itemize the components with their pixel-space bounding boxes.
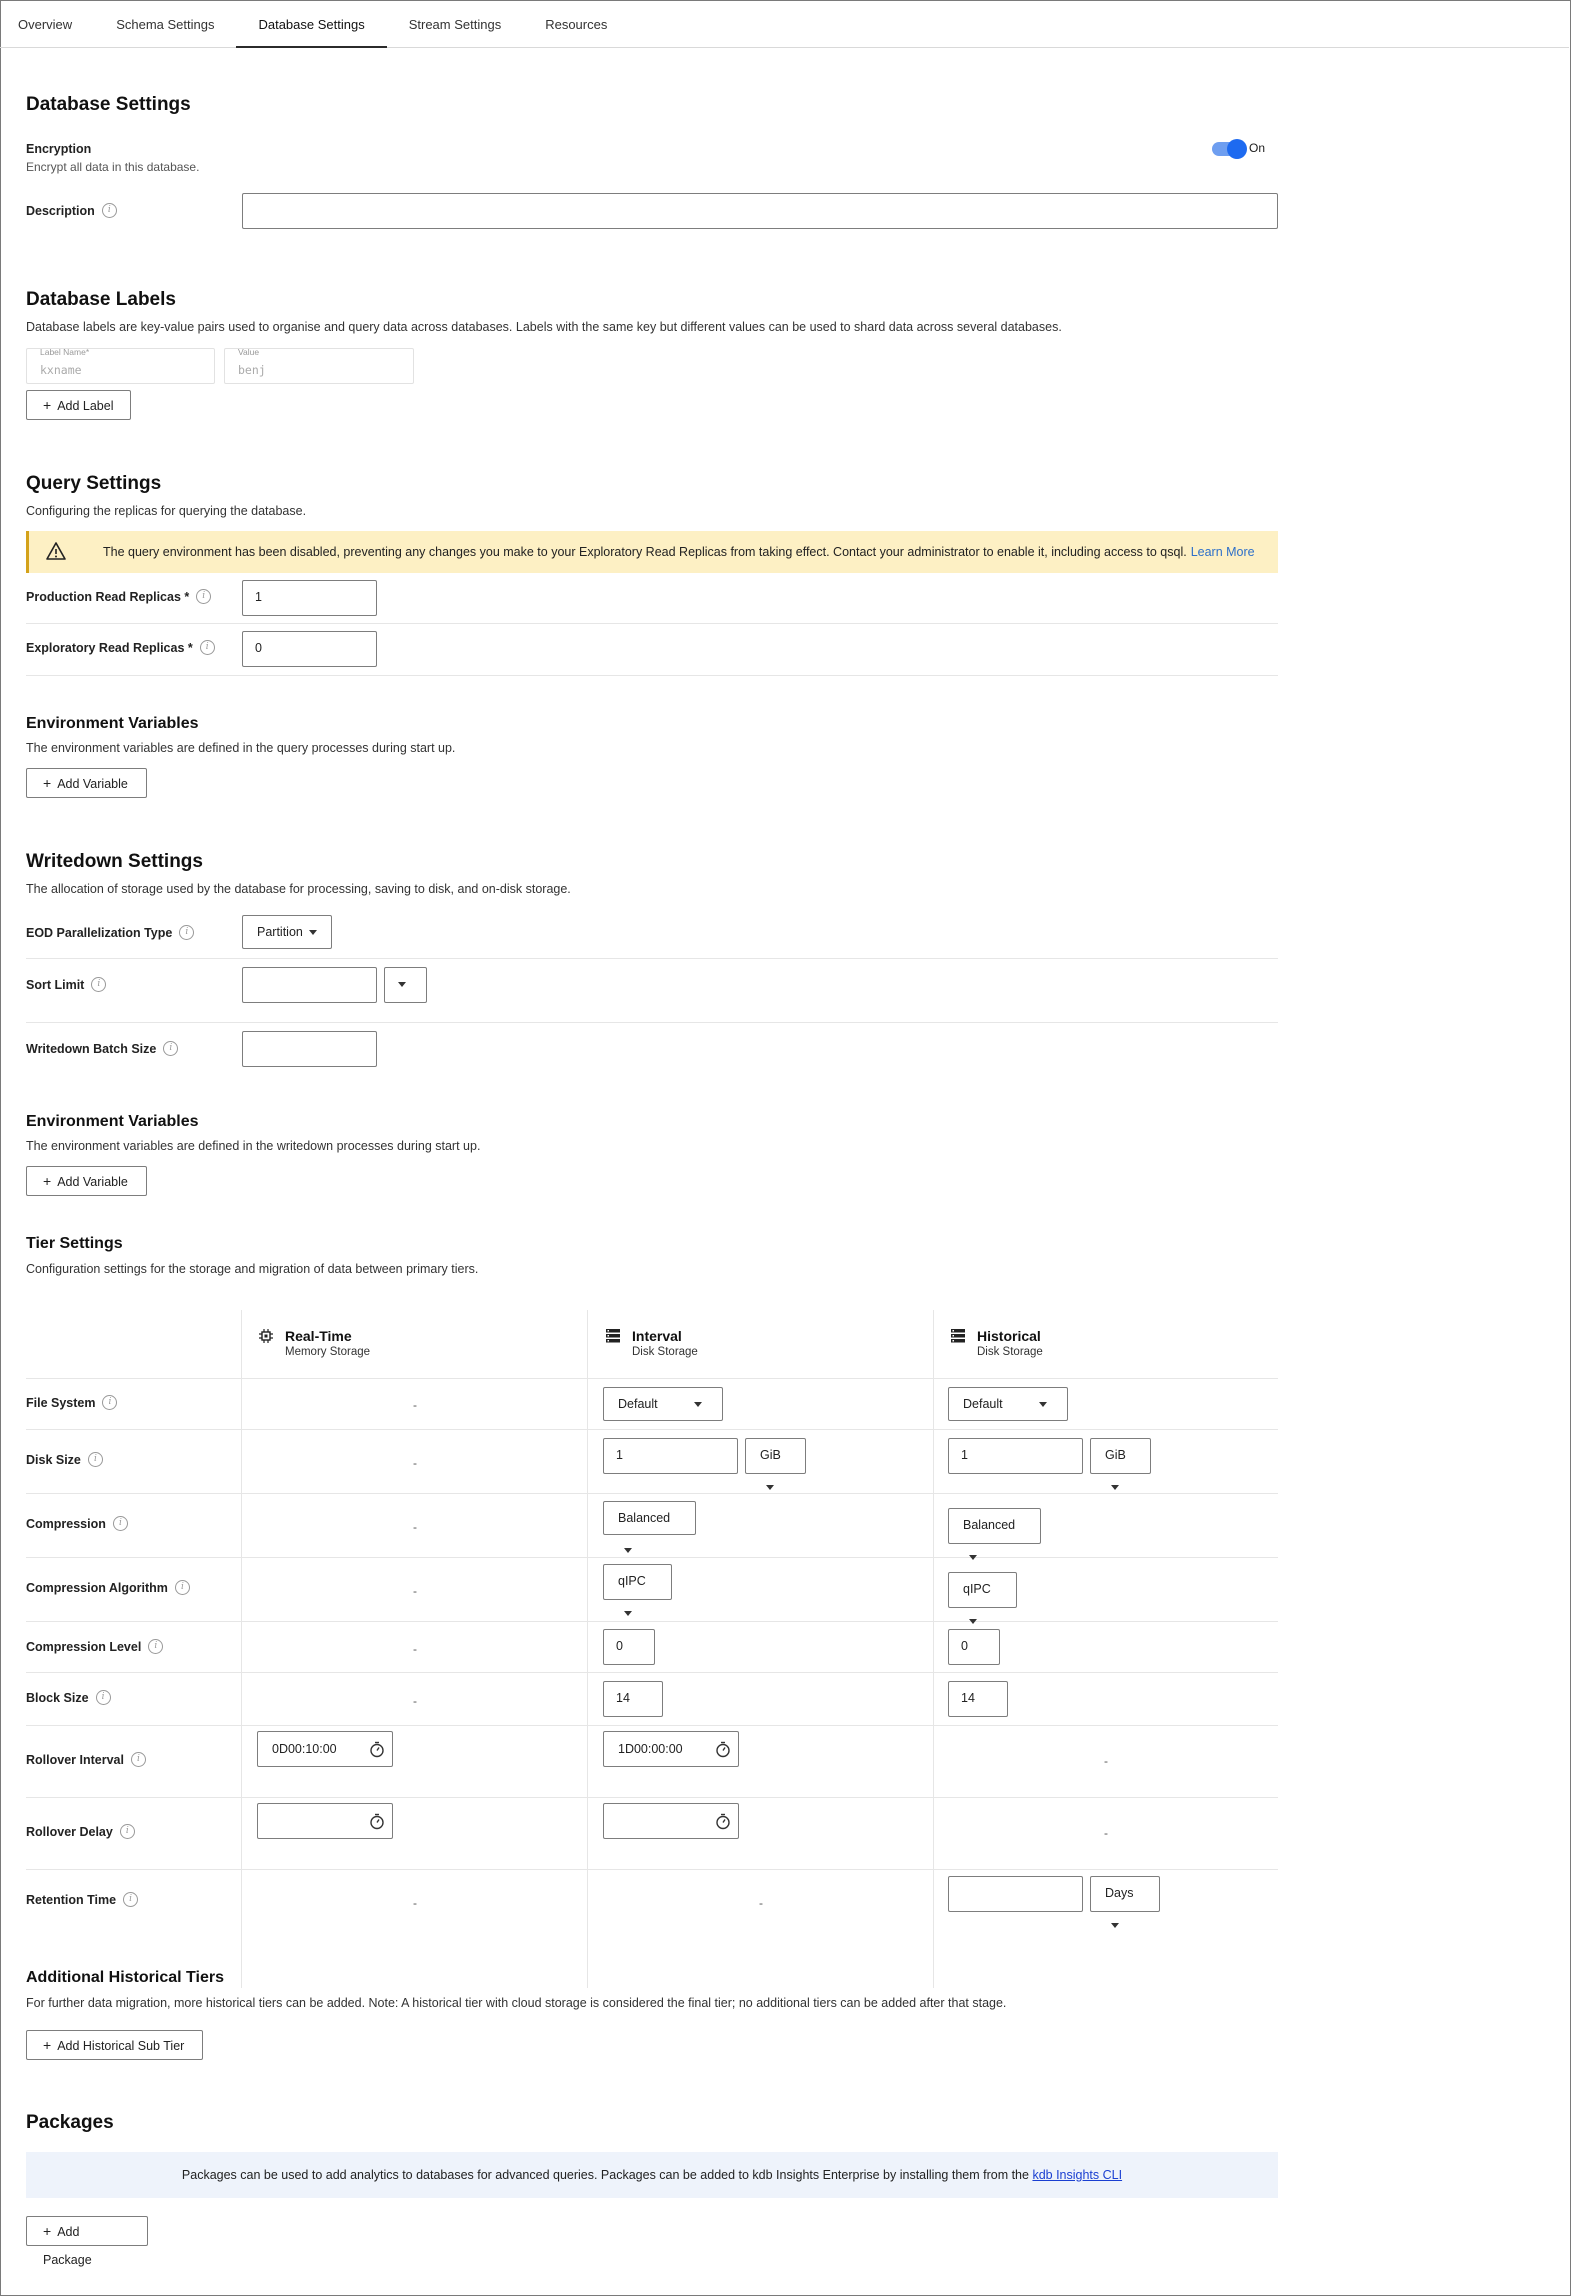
chevron-down-icon bbox=[624, 1611, 632, 1616]
chevron-down-icon bbox=[1111, 1485, 1119, 1490]
realtime-retention-empty: - bbox=[413, 1896, 417, 1910]
realtime-file-system-empty: - bbox=[413, 1398, 417, 1412]
column-divider bbox=[933, 1310, 934, 1988]
info-icon[interactable]: i bbox=[91, 977, 106, 992]
label-name-caption: Label Name* bbox=[40, 347, 90, 357]
tab-bar bbox=[0, 0, 1569, 48]
historical-block-size-input[interactable]: 14 bbox=[948, 1681, 1008, 1717]
eod-parallelization-label: EOD Parallelization Type i bbox=[26, 925, 194, 940]
timer-icon[interactable] bbox=[715, 1741, 731, 1758]
chevron-down-icon bbox=[398, 982, 406, 987]
historical-disk-size-input[interactable]: 1 bbox=[948, 1438, 1083, 1474]
learn-more-link[interactable]: Learn More bbox=[1190, 545, 1255, 559]
interval-algorithm-select[interactable]: qIPC bbox=[603, 1564, 672, 1600]
divider bbox=[26, 675, 1278, 676]
historical-retention-unit-select[interactable]: Days bbox=[1090, 1876, 1160, 1912]
add-historical-sub-tier-button[interactable]: + Add Historical Sub Tier bbox=[26, 2030, 203, 2060]
packages-title: Packages bbox=[26, 2112, 114, 2133]
chevron-down-icon bbox=[309, 930, 317, 935]
compression-label: Compression i bbox=[26, 1516, 128, 1531]
divider bbox=[26, 1797, 1278, 1798]
plus-icon: + bbox=[43, 2037, 52, 2053]
description-label: Description i bbox=[26, 203, 117, 218]
historical-retention-input[interactable] bbox=[948, 1876, 1083, 1912]
file-system-label: File System i bbox=[26, 1395, 117, 1410]
divider bbox=[26, 623, 1278, 624]
encryption-state: On bbox=[1249, 141, 1266, 155]
chevron-down-icon bbox=[969, 1619, 977, 1624]
production-replicas-label: Production Read Replicas * i bbox=[26, 589, 211, 604]
chevron-down-icon bbox=[624, 1548, 632, 1553]
query-env-description: The environment variables are defined in the query processes during start up. bbox=[26, 741, 456, 755]
storage-icon bbox=[951, 1329, 965, 1343]
interval-level-input[interactable]: 0 bbox=[603, 1629, 655, 1665]
realtime-level-empty: - bbox=[413, 1642, 417, 1656]
exploratory-replicas-label: Exploratory Read Replicas * i bbox=[26, 640, 215, 655]
add-writedown-variable-button[interactable]: + Add Variable bbox=[26, 1166, 147, 1196]
divider bbox=[26, 1022, 1278, 1023]
label-value-value: benj bbox=[238, 363, 266, 377]
divider bbox=[26, 1557, 1278, 1558]
tab-schema-settings[interactable]: Schema Settings bbox=[116, 17, 215, 32]
add-label-button[interactable]: + Add Label bbox=[26, 390, 131, 420]
info-icon[interactable]: i bbox=[96, 1690, 111, 1705]
interval-rollover-interval-input[interactable]: 1D00:00:00 bbox=[603, 1731, 739, 1767]
historical-file-system-select[interactable]: Default bbox=[948, 1387, 1068, 1421]
interval-retention-empty: - bbox=[759, 1896, 763, 1910]
info-icon[interactable]: i bbox=[163, 1041, 178, 1056]
info-icon[interactable]: i bbox=[123, 1892, 138, 1907]
chevron-down-icon bbox=[1111, 1923, 1119, 1928]
realtime-rollover-delay-input[interactable] bbox=[257, 1803, 393, 1839]
rollover-interval-label: Rollover Interval i bbox=[26, 1752, 146, 1767]
interval-disk-unit-select[interactable]: GiB bbox=[745, 1438, 806, 1474]
divider bbox=[26, 958, 1278, 959]
interval-compression-select[interactable]: Balanced bbox=[603, 1501, 696, 1535]
tab-database-settings[interactable]: Database Settings bbox=[236, 0, 386, 48]
add-query-variable-button[interactable]: + Add Variable bbox=[26, 768, 147, 798]
writedown-env-description: The environment variables are defined in the writedown processes during start up. bbox=[26, 1139, 481, 1153]
label-value-field[interactable] bbox=[224, 348, 414, 384]
realtime-compression-empty: - bbox=[413, 1520, 417, 1534]
database-labels-description: Database labels are key-value pairs used to organise and query data across databases. Labels with the same key but different values can be used to shard data across several databases. bbox=[26, 320, 1062, 334]
label-value-caption: Value bbox=[238, 347, 260, 357]
divider bbox=[26, 1672, 1278, 1673]
interval-block-size-input[interactable]: 14 bbox=[603, 1681, 663, 1717]
query-settings-title: Query Settings bbox=[26, 473, 162, 494]
historical-title: Historical bbox=[977, 1328, 1041, 1344]
compression-algorithm-label: Compression Algorithm i bbox=[26, 1580, 190, 1595]
historical-algorithm-select[interactable]: qIPC bbox=[948, 1572, 1017, 1608]
rollover-delay-label: Rollover Delay i bbox=[26, 1824, 135, 1839]
realtime-disk-size-empty: - bbox=[413, 1456, 417, 1470]
plus-icon: + bbox=[43, 1173, 52, 1189]
encryption-label: Encryption bbox=[26, 142, 92, 156]
interval-disk-size-input[interactable]: 1 bbox=[603, 1438, 738, 1474]
divider bbox=[26, 1493, 1278, 1494]
realtime-algorithm-empty: - bbox=[413, 1584, 417, 1598]
query-env-title: Environment Variables bbox=[26, 715, 199, 732]
realtime-block-size-empty: - bbox=[413, 1694, 417, 1708]
storage-icon bbox=[606, 1329, 620, 1343]
sort-limit-unit-select[interactable] bbox=[384, 967, 427, 1003]
column-divider bbox=[587, 1310, 588, 1988]
interval-rollover-delay-input[interactable] bbox=[603, 1803, 739, 1839]
writedown-batch-size-label: Writedown Batch Size i bbox=[26, 1041, 178, 1056]
info-icon[interactable]: i bbox=[200, 640, 215, 655]
block-size-label: Block Size i bbox=[26, 1690, 111, 1705]
chevron-down-icon bbox=[694, 1402, 702, 1407]
warning-icon bbox=[45, 541, 67, 561]
production-replicas-input[interactable]: 1 bbox=[242, 580, 377, 616]
tab-overview[interactable]: Overview bbox=[18, 17, 73, 32]
column-divider bbox=[241, 1310, 242, 1988]
info-icon[interactable]: i bbox=[196, 589, 211, 604]
tier-settings-description: Configuration settings for the storage and migration of data between primary tiers. bbox=[26, 1262, 479, 1276]
info-icon[interactable]: i bbox=[113, 1516, 128, 1531]
chevron-down-icon bbox=[766, 1485, 774, 1490]
info-icon[interactable]: i bbox=[179, 925, 194, 940]
writedown-batch-size-input[interactable] bbox=[242, 1031, 377, 1067]
interval-title: Interval bbox=[632, 1328, 682, 1344]
exploratory-replicas-input[interactable]: 0 bbox=[242, 631, 377, 667]
info-icon[interactable]: i bbox=[102, 1395, 117, 1410]
disk-size-label: Disk Size i bbox=[26, 1452, 103, 1467]
info-icon[interactable]: i bbox=[120, 1824, 135, 1839]
info-icon[interactable]: i bbox=[88, 1452, 103, 1467]
label-name-value: kxname bbox=[40, 363, 82, 377]
plus-icon: + bbox=[43, 2223, 52, 2239]
info-icon[interactable]: i bbox=[148, 1639, 163, 1654]
interval-subtitle: Disk Storage bbox=[632, 1346, 698, 1358]
realtime-rollover-interval-input[interactable]: 0D00:10:00 bbox=[257, 1731, 393, 1767]
tab-resources[interactable]: Resources bbox=[545, 17, 608, 32]
realtime-title: Real-Time bbox=[285, 1328, 352, 1344]
tab-stream-settings[interactable]: Stream Settings bbox=[408, 17, 502, 32]
interval-column-header bbox=[606, 1328, 698, 1358]
divider bbox=[26, 1429, 1278, 1430]
compression-level-label: Compression Level i bbox=[26, 1639, 163, 1654]
label-name-field[interactable] bbox=[26, 348, 215, 384]
sort-limit-label: Sort Limit i bbox=[26, 977, 106, 992]
writedown-settings-description: The allocation of storage used by the database for processing, saving to disk, and on-disk storage. bbox=[26, 882, 571, 896]
info-icon[interactable]: i bbox=[131, 1752, 146, 1767]
add-package-button[interactable]: + Add Package bbox=[26, 2216, 148, 2246]
chip-icon bbox=[259, 1329, 273, 1343]
additional-tiers-description: For further data migration, more historical tiers can be added. Note: A historical tier with cloud storage is considered the final tier; no additional tiers can be added after that stage. bbox=[26, 1996, 1007, 2010]
writedown-env-title: Environment Variables bbox=[26, 1113, 199, 1130]
historical-rollover-delay-empty: - bbox=[1104, 1826, 1108, 1840]
historical-disk-unit-select[interactable]: GiB bbox=[1090, 1438, 1151, 1474]
divider bbox=[26, 1378, 1278, 1379]
writedown-settings-title: Writedown Settings bbox=[26, 851, 203, 872]
eod-parallelization-select[interactable]: Partition bbox=[242, 915, 332, 949]
encryption-toggle[interactable] bbox=[1212, 142, 1244, 156]
historical-rollover-interval-empty: - bbox=[1104, 1754, 1108, 1768]
timer-icon[interactable] bbox=[369, 1813, 385, 1830]
additional-tiers-title: Additional Historical Tiers bbox=[26, 1969, 224, 1986]
historical-subtitle: Disk Storage bbox=[977, 1346, 1043, 1358]
kdb-insights-cli-link[interactable]: kdb Insights CLI bbox=[1032, 2168, 1123, 2182]
description-input[interactable] bbox=[242, 193, 1278, 229]
sort-limit-input[interactable] bbox=[242, 967, 377, 1003]
plus-icon: + bbox=[43, 775, 52, 791]
query-warning-banner: The query environment has been disabled, preventing any changes you make to your Exploratory Read Replicas from taking effect. Contact your administrator to enable it, including access to qsql. Learn More bbox=[26, 531, 1278, 573]
divider bbox=[26, 1869, 1278, 1870]
divider bbox=[26, 1621, 1278, 1622]
database-labels-title: Database Labels bbox=[26, 289, 176, 310]
realtime-subtitle: Memory Storage bbox=[285, 1346, 371, 1358]
divider bbox=[26, 1725, 1278, 1726]
realtime-column-header bbox=[259, 1328, 370, 1358]
chevron-down-icon bbox=[1039, 1402, 1047, 1407]
chevron-down-icon bbox=[969, 1555, 977, 1560]
encryption-description: Encrypt all data in this database. bbox=[26, 160, 200, 174]
historical-level-input[interactable]: 0 bbox=[948, 1629, 1000, 1665]
database-settings-title: Database Settings bbox=[26, 94, 191, 115]
packages-info-banner: Packages can be used to add analytics to databases for advanced queries. Packages can be added to kdb Insights Enterprise by installing them from the kdb Insights CLI bbox=[26, 2152, 1278, 2198]
timer-icon[interactable] bbox=[369, 1741, 385, 1758]
interval-file-system-select[interactable]: Default bbox=[603, 1387, 723, 1421]
plus-icon: + bbox=[43, 397, 52, 413]
info-icon[interactable]: i bbox=[102, 203, 117, 218]
info-icon[interactable]: i bbox=[175, 1580, 190, 1595]
tier-settings-title: Tier Settings bbox=[26, 1235, 123, 1252]
timer-icon[interactable] bbox=[715, 1813, 731, 1830]
historical-column-header bbox=[951, 1328, 1043, 1358]
query-settings-description: Configuring the replicas for querying the database. bbox=[26, 504, 307, 518]
historical-compression-select[interactable]: Balanced bbox=[948, 1508, 1041, 1544]
retention-time-label: Retention Time i bbox=[26, 1892, 138, 1907]
